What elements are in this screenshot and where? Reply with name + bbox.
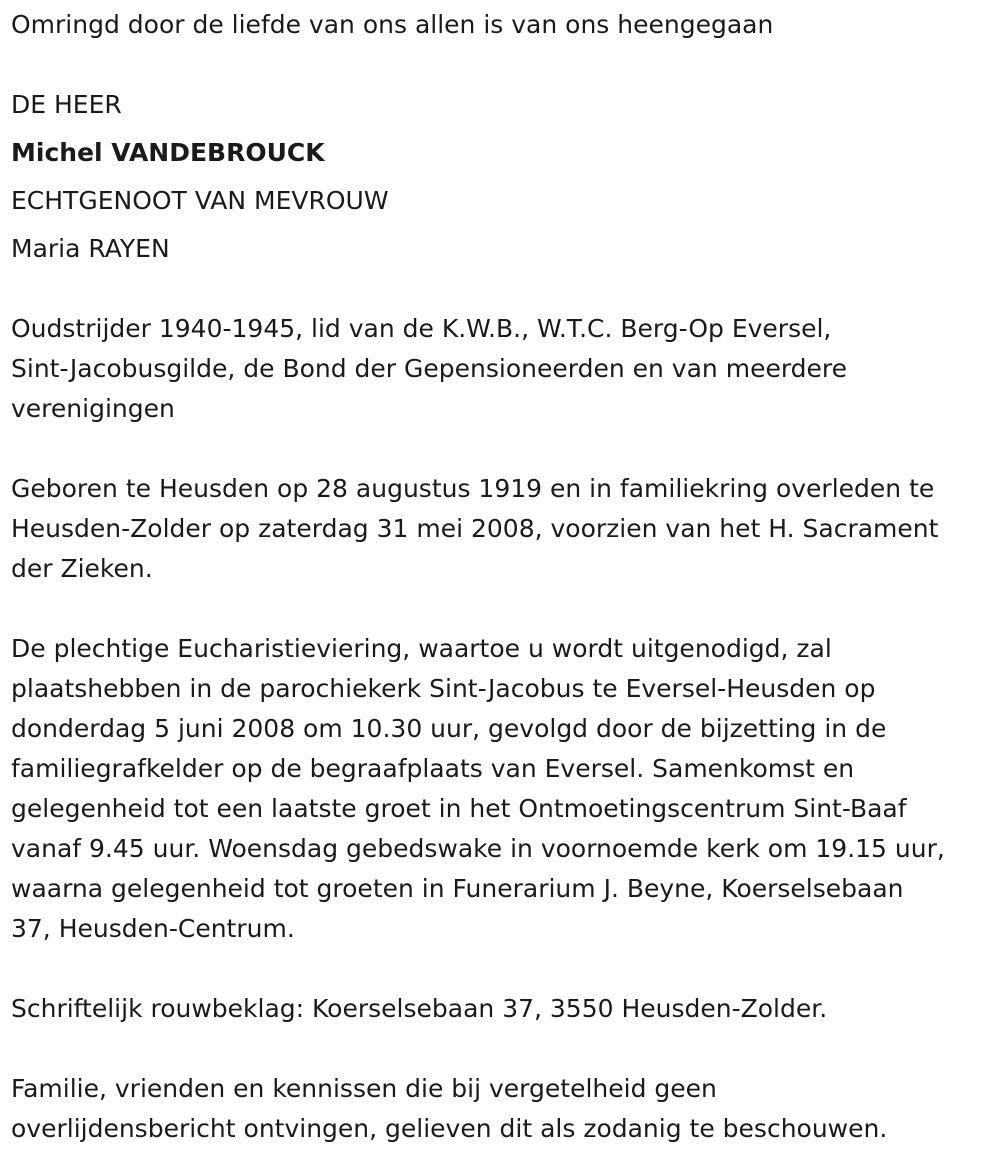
deceased-name: Michel VANDEBROUCK <box>11 138 325 167</box>
funeral-line: De plechtige Eucharistieviering, waartoe u wordt uitgenodigd, zal <box>11 634 832 663</box>
memberships-line: Sint-Jacobusgilde, de Bond der Gepensioneerden en van meerdere <box>11 354 848 383</box>
spouse-relation: ECHTGENOOT VAN MEVROUW <box>11 186 389 215</box>
funeral-line: vanaf 9.45 uur. Woensdag gebedswake in voornoemde kerk om 19.15 uur, <box>11 834 945 863</box>
funeral-line: waarna gelegenheid tot groeten in Funerarium J. Beyne, Koerselsebaan <box>11 874 904 903</box>
funeral-line: plaatshebben in de parochiekerk Sint-Jacobus te Eversel-Heusden op <box>11 674 876 703</box>
honorific: DE HEER <box>11 90 122 119</box>
intro-text: Omringd door de liefde van ons allen is van ons heengegaan <box>11 10 774 39</box>
memberships-line: verenigingen <box>11 394 175 423</box>
funeral-line: familiegrafkelder op de begraafplaats van Eversel. Samenkomst en <box>11 754 855 783</box>
closing-line: overlijdensbericht ontvingen, gelieven dit als zodanig te beschouwen. <box>11 1114 888 1143</box>
funeral-line: donderdag 5 juni 2008 om 10.30 uur, gevolgd door de bijzetting in de <box>11 714 887 743</box>
birth-death-line: Heusden-Zolder op zaterdag 31 mei 2008, voorzien van het H. Sacrament <box>11 514 939 543</box>
birth-death-line: der Zieken. <box>11 554 153 583</box>
spouse-name: Maria RAYEN <box>11 234 170 263</box>
closing-line: Familie, vrienden en kennissen die bij vergetelheid geen <box>11 1074 717 1103</box>
funeral-line: gelegenheid tot een laatste groet in het Ontmoetingscentrum Sint-Baaf <box>11 794 907 823</box>
birth-death-line: Geboren te Heusden op 28 augustus 1919 en in familiekring overleden te <box>11 474 935 503</box>
memberships-line: Oudstrijder 1940-1945, lid van de K.W.B., W.T.C. Berg-Op Eversel, <box>11 314 832 343</box>
condolences-address: Schriftelijk rouwbeklag: Koerselsebaan 37, 3550 Heusden-Zolder. <box>11 994 828 1023</box>
funeral-line: 37, Heusden-Centrum. <box>11 914 295 943</box>
